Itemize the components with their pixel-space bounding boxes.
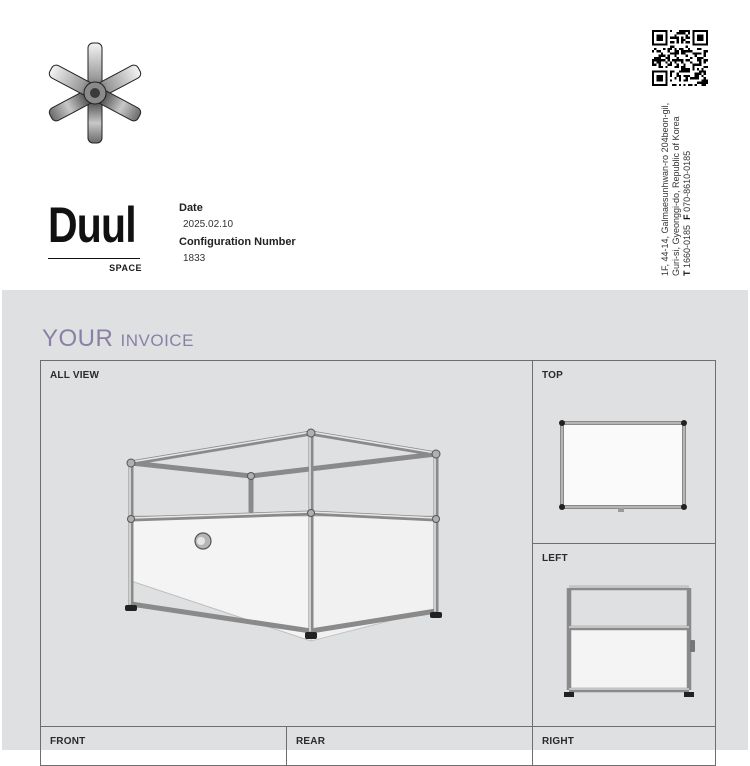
config-number-label: Configuration Number: [179, 236, 296, 248]
all-view-panel: [40, 360, 533, 727]
rear-view-panel: [286, 726, 533, 766]
address-line-1: 1F, 44-14, Galmaesunhwan-ro 204beon-gil,: [660, 102, 670, 276]
furniture-left-view-image: [561, 582, 696, 702]
tel-value: 1660-0185: [682, 224, 692, 268]
top-view-label: TOP: [542, 370, 563, 381]
furniture-perspective-image: [121, 421, 451, 651]
fax-value: 070-8610-0185: [682, 150, 692, 212]
brand-rule: [48, 258, 140, 259]
brand-logo: [48, 197, 142, 273]
invoice-title: [42, 325, 194, 353]
right-view-panel: [532, 726, 716, 766]
front-view-label: FRONT: [50, 736, 86, 747]
right-view-label: RIGHT: [542, 736, 575, 747]
furniture-top-view-image: [558, 419, 688, 515]
invoice-title-big: YOUR: [42, 325, 114, 352]
all-view-label: ALL VIEW: [50, 370, 100, 381]
brand-sub: SPACE: [109, 263, 142, 273]
fax-label: F: [682, 214, 692, 220]
brand-wordmark: Duul: [48, 197, 136, 253]
company-address: [660, 96, 720, 276]
date-value: 2025.02.10: [183, 219, 234, 230]
connector-logo-icon: [40, 38, 150, 148]
front-view-panel: [40, 726, 287, 766]
rear-view-label: REAR: [296, 736, 326, 747]
date-label: Date: [179, 202, 203, 214]
invoice-title-small: INVOICE: [120, 331, 194, 350]
tel-label: T: [682, 270, 692, 276]
config-number-value: 1833: [183, 253, 206, 264]
phone-fax-line: [682, 96, 693, 276]
address-line-2: Guri-si, Gyeonggi-do, Republic of Korea: [671, 116, 681, 276]
qr-code-icon[interactable]: [652, 30, 708, 86]
top-view-panel: [532, 360, 716, 544]
left-view-label: LEFT: [542, 553, 568, 564]
left-view-panel: [532, 543, 716, 727]
